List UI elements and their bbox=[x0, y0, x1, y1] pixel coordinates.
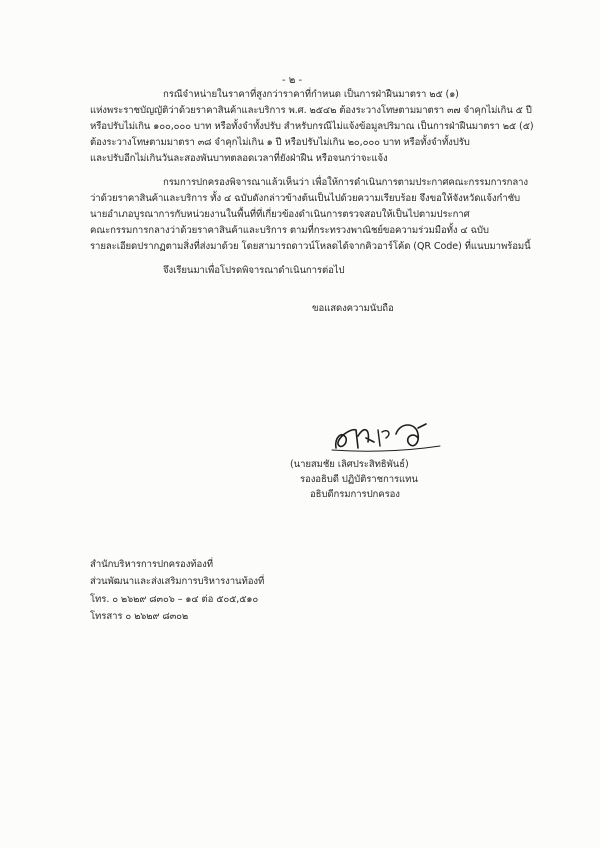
paragraph2-line: ว่าด้วยราคาสินค้าและบริการ ทั้ง ๔ ฉบับดังกล่าวข้างต้นเป็นไปด้วยความเรียบร้อย จึงขอให้จังหวัดแจ้งกำชับ bbox=[90, 193, 521, 204]
paragraph2-line: คณะกรรมการกลางว่าด้วยราคาสินค้าและบริการ ตามที่กระทรวงพาณิชย์ขอความร่วมมือทั้ง ๔ ฉบับ bbox=[90, 225, 489, 236]
division-name: ส่วนพัฒนาและส่งเสริมการบริหารงานท้องที่ bbox=[90, 576, 265, 587]
paragraph2-line: รายละเอียดปรากฏตามสิ่งที่ส่งมาด้วย โดยสามารถดาวน์โหลดได้จากคิวอาร์โค้ด (QR Code) ที่แนบมาพร้อมนี้ bbox=[90, 241, 531, 252]
signature-image bbox=[330, 416, 450, 456]
signer-name: (นายสมชัย เลิศประสิทธิพันธ์) bbox=[290, 459, 409, 470]
fax-number: โทรสาร ๐ ๒๖๒๙ ๘๓๐๒ bbox=[90, 611, 189, 622]
closing-request: จึงเรียนมาเพื่อโปรดพิจารณาดำเนินการต่อไป bbox=[163, 265, 345, 276]
paragraph1-line: แห่งพระราชบัญญัติว่าด้วยราคาสินค้าและบริการ พ.ศ. ๒๕๔๒ ต้องระวางโทษตามมาตรา ๓๗ จำคุกไม่เกิน ๕ ปี bbox=[90, 105, 532, 116]
signer-title: อธิบดีกรมการปกครอง bbox=[310, 489, 400, 500]
paragraph1-line: ต้องระวางโทษตามมาตรา ๓๘ จำคุกไม่เกิน ๑ ปี หรือปรับไม่เกิน ๒๐,๐๐๐ บาท หรือทั้งจำทั้งปรับ bbox=[90, 137, 470, 148]
page-number: - ๒ - bbox=[282, 75, 303, 86]
paragraph1-line: หรือปรับไม่เกิน ๑๐๐,๐๐๐ บาท หรือทั้งจำทั้งปรับ สำหรับกรณีไม่แจ้งข้อมูลปริมาณ เป็นการฝ่าฝืนมาตรา ๒๕ (๕) bbox=[90, 121, 534, 132]
paragraph1-line: และปรับอีกไม่เกินวันละสองพันบาทตลอดเวลาที่ยังฝ่าฝืน หรือจนกว่าจะแจ้ง bbox=[90, 153, 388, 164]
signer-title: รองอธิบดี ปฏิบัติราชการแทน bbox=[300, 474, 418, 485]
office-name: สำนักบริหารการปกครองท้องที่ bbox=[90, 559, 213, 570]
paragraph1-line: กรณีจำหน่ายในราคาที่สูงกว่าราคาที่กำหนด เป็นการฝ่าฝืนมาตรา ๒๕ (๑) bbox=[163, 89, 459, 100]
paragraph2-line: นายอำเภอบูรณาการกับหน่วยงานในพื้นที่ที่เกี่ยวข้องดำเนินการตรวจสอบให้เป็นไปตามประกาศ bbox=[90, 209, 470, 220]
salutation: ขอแสดงความนับถือ bbox=[312, 303, 394, 314]
phone-number: โทร. ๐ ๒๖๒๙ ๘๓๐๖ – ๑๔ ต่อ ๕๐๕,๕๑๐ bbox=[90, 594, 259, 605]
paragraph2-line: กรมการปกครองพิจารณาแล้วเห็นว่า เพื่อให้การดำเนินการตามประกาศคณะกรรมการกลาง bbox=[163, 177, 528, 188]
